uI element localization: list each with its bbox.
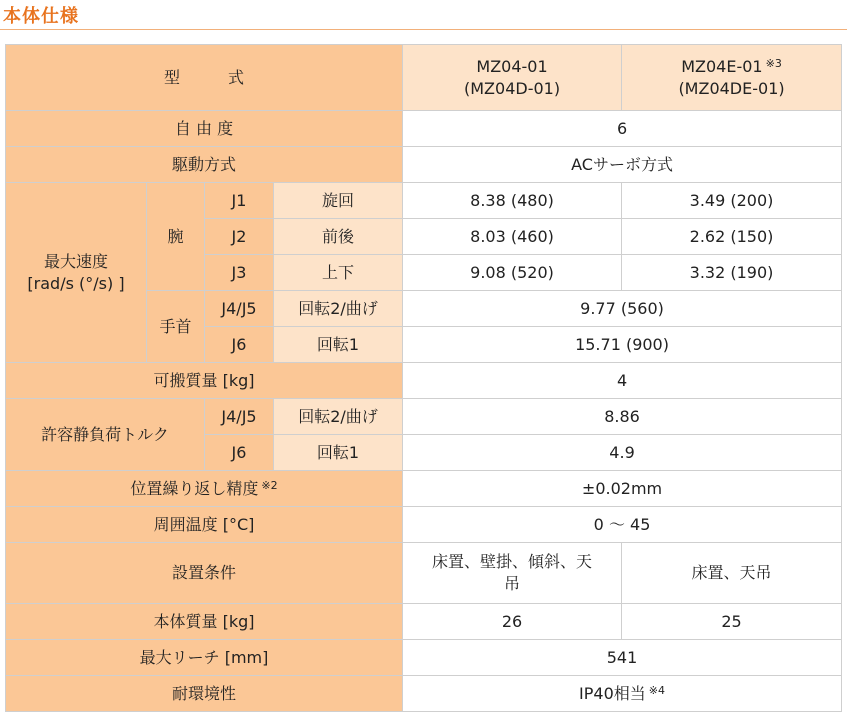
table-row <box>6 399 842 435</box>
install-value-1-line1: 床置、壁掛、傾斜、天 <box>432 552 593 571</box>
torque-label: 許容静負荷トルク <box>6 399 205 471</box>
table-row <box>6 363 842 399</box>
payload-value: 4 <box>403 363 842 399</box>
torque-value: 4.9 <box>403 435 842 471</box>
motion-label: 回転1 <box>274 435 403 471</box>
speed-value: 8.38 (480) <box>403 183 622 219</box>
speed-value: 3.49 (200) <box>622 183 842 219</box>
axis-label: J2 <box>205 219 274 255</box>
table-row <box>6 604 842 640</box>
mass-value-2: 25 <box>622 604 842 640</box>
speed-value: 15.71 (900) <box>403 327 842 363</box>
install-value-1 <box>403 543 622 604</box>
repeatability-note: ※2 <box>261 478 278 492</box>
table-row <box>6 543 842 604</box>
speed-value: 9.77 (560) <box>403 291 842 327</box>
axis-label: J3 <box>205 255 274 291</box>
axis-label: J4/J5 <box>205 399 274 435</box>
ambient-label: 周囲温度 [°C] <box>6 507 403 543</box>
table-row <box>6 640 842 676</box>
mass-label: 本体質量 [kg] <box>6 604 403 640</box>
repeatability-label <box>6 471 403 507</box>
motion-label: 前後 <box>274 219 403 255</box>
drive-label: 駆動方式 <box>6 147 403 183</box>
max-speed-label <box>6 183 147 363</box>
table-row <box>6 147 842 183</box>
table-row <box>6 111 842 147</box>
model2-note: ※3 <box>765 56 782 70</box>
install-label: 設置条件 <box>6 543 403 604</box>
table-row <box>6 183 842 219</box>
table-row <box>6 676 842 712</box>
motion-label: 回転2/曲げ <box>274 291 403 327</box>
table-row <box>6 507 842 543</box>
model-label-left: 型 <box>164 67 181 87</box>
model2-name: MZ04E-01 <box>681 56 763 76</box>
table-row <box>6 45 842 111</box>
env-value-text: IP40相当 <box>579 683 646 703</box>
env-note: ※4 <box>648 683 665 697</box>
model1-alt: (MZ04D-01) <box>464 78 561 98</box>
max-speed-label-line2: [rad/s (°/s) ] <box>27 273 125 293</box>
speed-value: 9.08 (520) <box>403 255 622 291</box>
section-title: 本体仕様 <box>3 6 79 27</box>
title-divider <box>0 29 847 30</box>
axis-label: J6 <box>205 435 274 471</box>
model2-cell <box>622 45 842 111</box>
reach-label: 最大リーチ [mm] <box>6 640 403 676</box>
speed-value: 8.03 (460) <box>403 219 622 255</box>
table-row <box>6 471 842 507</box>
model1-cell <box>403 45 622 111</box>
wrist-label: 手首 <box>147 291 205 363</box>
spec-table <box>5 44 842 712</box>
dof-value: 6 <box>403 111 842 147</box>
ambient-value: 0 ～ 45 <box>403 507 842 543</box>
axis-label: J4/J5 <box>205 291 274 327</box>
axis-label: J1 <box>205 183 274 219</box>
motion-label: 回転1 <box>274 327 403 363</box>
motion-label: 上下 <box>274 255 403 291</box>
reach-value: 541 <box>403 640 842 676</box>
model2-alt: (MZ04DE-01) <box>678 78 785 98</box>
max-speed-label-line1: 最大速度 <box>43 251 108 271</box>
env-label: 耐環境性 <box>6 676 403 712</box>
drive-value: ACサーボ方式 <box>403 147 842 183</box>
motion-label: 旋回 <box>274 183 403 219</box>
payload-label: 可搬質量 [kg] <box>6 363 403 399</box>
speed-value: 3.32 (190) <box>622 255 842 291</box>
arm-label: 腕 <box>147 183 205 291</box>
motion-label: 回転2/曲げ <box>274 399 403 435</box>
install-value-2: 床置、天吊 <box>622 543 842 604</box>
mass-value-1: 26 <box>403 604 622 640</box>
model-label-right: 式 <box>228 67 245 87</box>
axis-label: J6 <box>205 327 274 363</box>
repeatability-label-text: 位置繰り返し精度 <box>130 478 259 498</box>
env-value <box>403 676 842 712</box>
model1-name: MZ04-01 <box>476 56 548 76</box>
speed-value: 2.62 (150) <box>622 219 842 255</box>
dof-label: 自 由 度 <box>6 111 403 147</box>
model-header <box>6 45 403 111</box>
torque-value: 8.86 <box>403 399 842 435</box>
install-value-1-line2: 吊 <box>504 574 521 593</box>
repeatability-value: ±0.02mm <box>403 471 842 507</box>
